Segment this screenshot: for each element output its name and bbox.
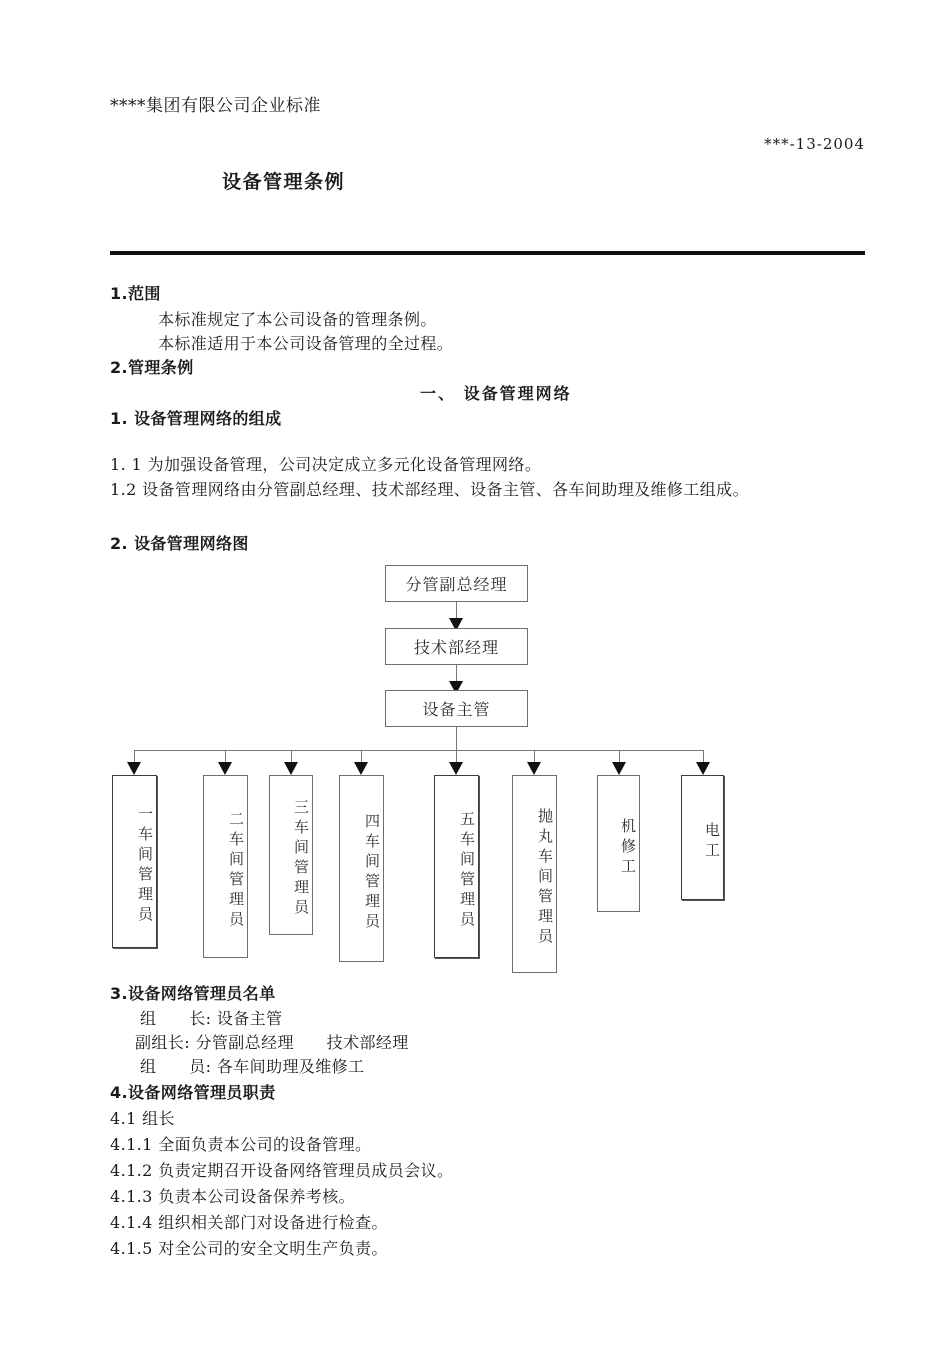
node-workshop-3-manager: 三车间管理员 [269,775,313,935]
node-workshop-4-manager: 四车间管理员 [339,775,384,962]
subsection-1-line-1: 1. 1 为加强设备管理，公司决定成立多元化设备管理网络。 [110,455,542,474]
roster-leader: 组 长: 设备主管 [140,1009,283,1028]
branch-arrow-4 [354,762,368,775]
branch-arrow-3 [284,762,298,775]
roster-deputy-leader: 副组长: 分管副总经理 技术部经理 [135,1033,409,1052]
subsection-3-heading: 3.设备网络管理员名单 [110,984,276,1003]
duty-4-1-3: 4.1.3 负责本公司设备保养考核。 [110,1187,355,1206]
section-1-line-2: 本标准适用于本公司设备管理的全过程。 [158,334,454,353]
section-1-heading: 1.范围 [110,284,161,303]
duty-4-1-2: 4.1.2 负责定期召开设备网络管理员成员会议。 [110,1161,454,1180]
duty-4-1: 4.1 组长 [110,1109,175,1128]
branch-arrow-6 [527,762,541,775]
connector-bus-stem [456,727,457,750]
node-tech-dept-manager: 技术部经理 [385,628,528,665]
node-electrician: 电工 [681,775,724,900]
document-code: ***-13-2004 [764,135,865,153]
branch-arrow-2 [218,762,232,775]
branch-arrow-7 [612,762,626,775]
subsection-4-heading: 4.设备网络管理员职责 [110,1083,276,1102]
page-title: 设备管理条例 [222,171,346,193]
subsection-1-heading: 1. 设备管理网络的组成 [110,409,282,428]
duty-4-1-1: 4.1.1 全面负责本公司的设备管理。 [110,1135,372,1154]
subsection-1-line-2: 1.2 设备管理网络由分管副总经理、技术部经理、设备主管、各车间助理及维修工组成。 [110,480,749,499]
duty-4-1-5: 4.1.5 对全公司的安全文明生产负责。 [110,1239,388,1258]
roster-members: 组 员: 各车间助理及维修工 [140,1057,365,1076]
node-workshop-2-manager: 二车间管理员 [203,775,248,958]
subsection-2-heading: 2. 设备管理网络图 [110,534,249,553]
node-deputy-general-manager: 分管副总经理 [385,565,528,602]
duty-4-1-4: 4.1.4 组织相关部门对设备进行检查。 [110,1213,388,1232]
node-equipment-supervisor: 设备主管 [385,690,528,727]
node-workshop-5-manager: 五车间管理员 [434,775,479,958]
section-1-line-1: 本标准规定了本公司设备的管理条例。 [158,310,437,329]
node-shot-blasting-workshop-manager: 抛丸车间管理员 [512,775,557,973]
branch-arrow-1 [127,762,141,775]
chapter-one-heading: 一、 设备管理网络 [420,384,572,403]
branch-arrow-8 [696,762,710,775]
section-2-heading: 2.管理条例 [110,358,194,377]
node-mechanic: 机修工 [597,775,640,912]
company-standard-line: ****集团有限公司企业标准 [110,96,321,116]
node-workshop-1-manager: 一车间管理员 [112,775,157,948]
branch-arrow-5 [449,762,463,775]
